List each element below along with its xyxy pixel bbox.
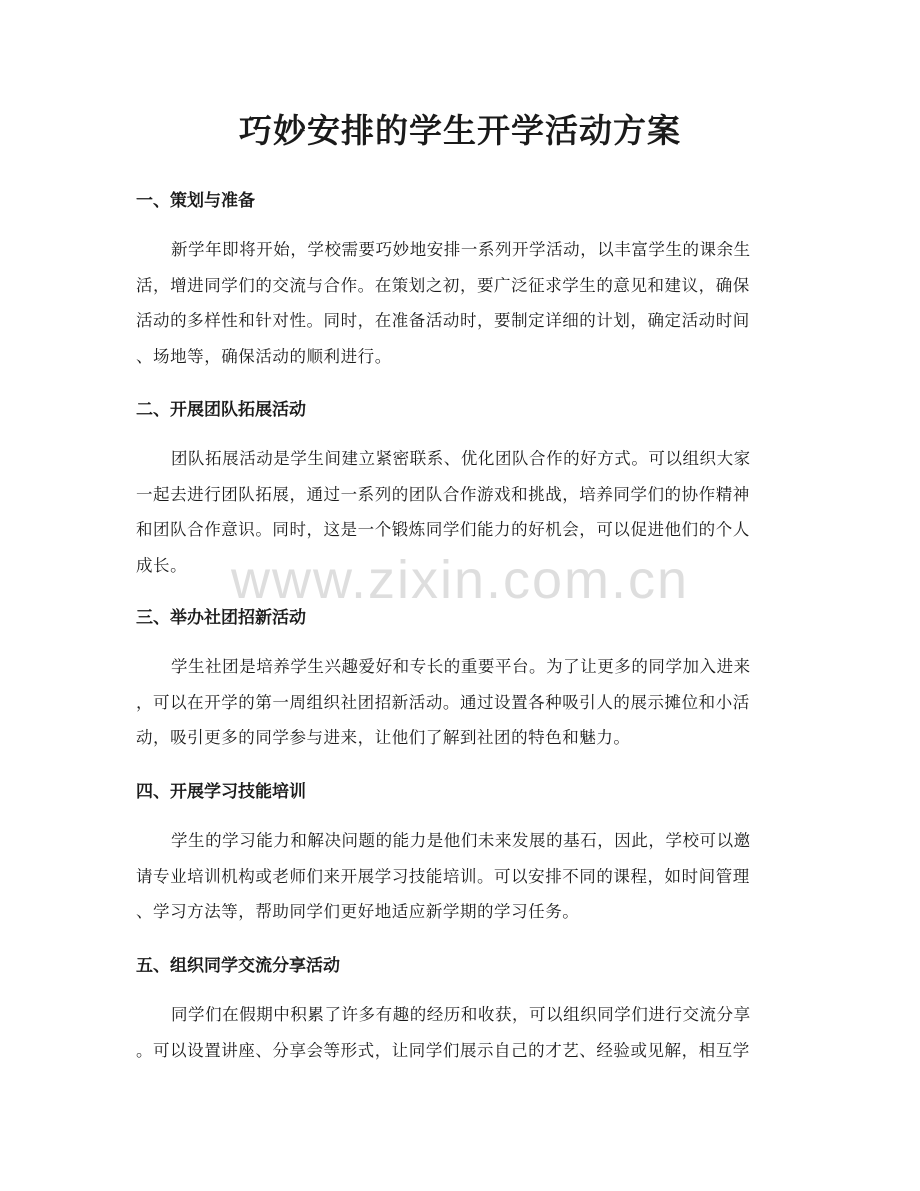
paragraph-line: ，可以在开学的第一周组织社团招新活动。通过设置各种吸引人的展示摊位和小活 (136, 692, 750, 712)
section-paragraph-4 (136, 823, 787, 930)
paragraph-line: 。可以设置讲座、分享会等形式，让同学们展示自己的才艺、经验或见解，相互学 (136, 1040, 750, 1060)
section-heading-5: 五、组织同学交流分享活动 (136, 956, 340, 976)
paragraph-line: 一起去进行团队拓展，通过一系列的团队合作游戏和挑战，培养同学们的协作精神 (136, 484, 750, 504)
paragraph-line: 、场地等，确保活动的顺利进行。 (136, 346, 392, 366)
paragraph-line: 活，增进同学们的交流与合作。在策划之初，要广泛征求学生的意见和建议，确保 (136, 275, 750, 295)
paragraph-line: 团队拓展活动是学生间建立紧密联系、优化团队合作的好方式。可以组织大家 (171, 449, 751, 468)
section-paragraph-2 (136, 441, 787, 583)
paragraph-line: 、学习方法等，帮助同学们更好地适应新学期的学习任务。 (136, 902, 580, 921)
paragraph-line: 学生的学习能力和解决问题的能力是他们未来发展的基石，因此，学校可以邀 (171, 831, 751, 850)
document-title: 巧妙安排的学生开学活动方案 (239, 111, 681, 150)
section-heading-2: 二、开展团队拓展活动 (136, 400, 306, 420)
paragraph-line: 同学们在假期中积累了许多有趣的经历和收获，可以组织同学们进行交流分享 (171, 1005, 751, 1024)
section-paragraph-1 (136, 232, 787, 374)
section-heading-3: 三、举办社团招新活动 (136, 608, 306, 628)
paragraph-line: 成长。 (136, 555, 188, 575)
section-heading-1: 一、策划与准备 (136, 191, 255, 211)
section-paragraph-3 (136, 649, 787, 756)
paragraph-line: 新学年即将开始，学校需要巧妙地安排一系列开学活动，以丰富学生的课余生 (171, 240, 751, 259)
watermark-text: www.zixin.com.cn (230, 550, 690, 610)
paragraph-line: 请专业培训机构或老师们来开展学习技能培训。可以安排不同的课程，如时间管理 (136, 866, 750, 886)
paragraph-line: 和团队合作意识。同时，这是一个锻炼同学们能力的好机会，可以促进他们的个人 (136, 520, 750, 539)
paragraph-line: 学生社团是培养学生兴趣爱好和专长的重要平台。为了让更多的同学加入进来 (171, 657, 751, 676)
paragraph-line: 活动的多样性和针对性。同时，在准备活动时，要制定详细的计划，确定活动时间 (136, 311, 750, 330)
section-heading-4: 四、开展学习技能培训 (136, 782, 306, 802)
section-paragraph-5 (136, 997, 787, 1068)
paragraph-line: 动，吸引更多的同学参与进来，让他们了解到社团的特色和魅力。 (136, 728, 631, 747)
